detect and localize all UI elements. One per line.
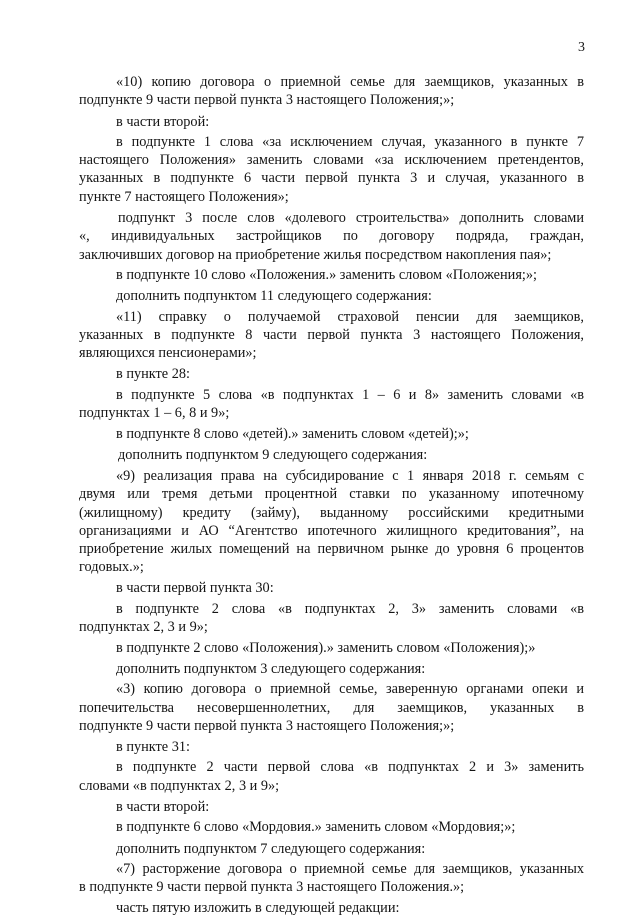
document-body [79, 73, 584, 918]
paragraph [79, 326, 584, 344]
text-line: в части второй: [116, 113, 210, 130]
text-line: подпункте 9 части первой пункта 3 настоящего Положения;»; [79, 717, 455, 734]
paragraph [79, 113, 584, 131]
paragraph [79, 840, 584, 858]
text-line: в подпункте 1 слова «за исключением случая, указанного в пункте 7 [116, 133, 584, 150]
paragraph [79, 227, 584, 245]
text-line: в подпункте 10 слово «Положения.» заменить словом «Положения;»; [116, 266, 537, 283]
paragraph [79, 639, 584, 657]
paragraph [79, 467, 584, 485]
paragraph [79, 188, 584, 206]
paragraph [79, 485, 584, 503]
text-line: в пункте 31: [116, 739, 190, 756]
text-line: организациями и АО “Агентство ипотечного жилищного кредитования”, на [79, 522, 584, 539]
text-line: «, индивидуальных застройщиков по договору подряда, граждан, [79, 228, 584, 245]
text-line: «11) справку о получаемой страховой пенсии для заемщиков, [116, 308, 584, 325]
text-line: приобретение жилых помещений на первичном рынке до уровня 6 процентов [79, 541, 584, 558]
text-line: являющихся пенсионерами»; [79, 345, 257, 362]
text-line: дополнить подпунктом 3 следующего содержания: [116, 660, 426, 677]
paragraph [79, 266, 584, 284]
text-line: двумя или тремя детьми процентной ставки по указанному ипотечному [79, 486, 584, 503]
text-line: в подпункте 9 части первой пункта 3 настоящего Положения.»; [79, 879, 465, 896]
paragraph [79, 446, 584, 464]
paragraph [79, 878, 584, 896]
paragraph [79, 680, 584, 698]
text-line: подпунктах 2, 3 и 9»; [79, 619, 208, 636]
paragraph [79, 504, 584, 522]
text-line: (жилищному) кредиту (займу), выданному российскими кредитными [79, 504, 584, 521]
text-line: «3) копию договора о приемной семье, заверенную органами опеки и [116, 681, 584, 698]
text-line: в пункте 28: [116, 366, 190, 383]
paragraph [79, 151, 584, 169]
text-line: «7) расторжение договора о приемной семье для заемщиков, указанных [116, 860, 584, 877]
paragraph [79, 73, 584, 91]
paragraph [79, 386, 584, 404]
paragraph [79, 818, 584, 836]
paragraph [79, 133, 584, 151]
paragraph [79, 287, 584, 305]
paragraph [79, 209, 584, 227]
paragraph [79, 91, 584, 109]
paragraph [79, 365, 584, 383]
paragraph [79, 758, 584, 776]
paragraph [79, 738, 584, 756]
text-line: словами «в подпунктах 2, 3 и 9»; [79, 777, 280, 794]
text-line: попечительства несовершеннолетних, для заемщиков, указанных в [79, 699, 584, 716]
paragraph [79, 558, 584, 576]
paragraph [79, 600, 584, 618]
paragraph [79, 540, 584, 558]
text-line: в части первой пункта 30: [116, 579, 274, 596]
text-line: подпункте 9 части первой пункта 3 настоящего Положения;»; [79, 92, 455, 109]
text-line: годовых.»; [79, 559, 144, 576]
text-line: дополнить подпунктом 7 следующего содержания: [116, 840, 426, 857]
text-line: подпункт 3 после слов «долевого строительства» дополнить словами [118, 210, 584, 227]
text-line: в подпункте 5 слова «в подпунктах 1 – 6 и 8» заменить словами «в [116, 386, 584, 403]
paragraph [79, 344, 584, 362]
paragraph [79, 777, 584, 795]
text-line: дополнить подпунктом 11 следующего содержания: [116, 288, 432, 305]
paragraph [79, 169, 584, 187]
paragraph [79, 579, 584, 597]
paragraph [79, 425, 584, 443]
text-line: в подпункте 2 части первой слова «в подпунктах 2 и 3» заменить [116, 759, 584, 776]
text-line: пункте 7 настоящего Положения»; [79, 188, 289, 205]
text-line: заключивших договор на приобретение жилья посредством накопления пая»; [79, 246, 552, 263]
text-line: указанных в подпункте 8 части первой пункта 3 настоящего Положения, [79, 326, 584, 343]
paragraph [79, 618, 584, 636]
paragraph [79, 798, 584, 816]
text-line: часть пятую изложить в следующей редакции: [116, 900, 400, 917]
paragraph [79, 860, 584, 878]
text-line: в подпункте 2 слово «Положения).» заменить словом «Положения);» [116, 639, 536, 656]
paragraph [79, 660, 584, 678]
text-line: в подпункте 8 слово «детей).» заменить словом «детей);»; [116, 426, 469, 443]
text-line: в подпункте 2 слова «в подпунктах 2, 3» заменить словами «в [116, 601, 584, 618]
text-line: дополнить подпунктом 9 следующего содержания: [118, 446, 428, 463]
paragraph [79, 899, 584, 917]
text-line: настоящего Положения» заменить словами «за исключением претендентов, [79, 152, 584, 169]
text-line: указанных в подпункте 6 части первой пункта 3 и случая, указанного в [79, 170, 584, 187]
page-number: 3 [578, 40, 585, 55]
text-line: в подпункте 6 слово «Мордовия.» заменить словом «Мордовия;»; [116, 819, 516, 836]
paragraph [79, 717, 584, 735]
text-line: подпунктах 1 – 6, 8 и 9»; [79, 405, 230, 422]
text-line: «9) реализация права на субсидирование с 1 января 2018 г. семьям с [116, 467, 584, 484]
paragraph [79, 404, 584, 422]
paragraph [79, 522, 584, 540]
paragraph [79, 699, 584, 717]
text-line: «10) копию договора о приемной семье для заемщиков, указанных в [116, 74, 584, 90]
paragraph [79, 308, 584, 326]
paragraph [79, 246, 584, 264]
text-line: в части второй: [116, 798, 210, 815]
